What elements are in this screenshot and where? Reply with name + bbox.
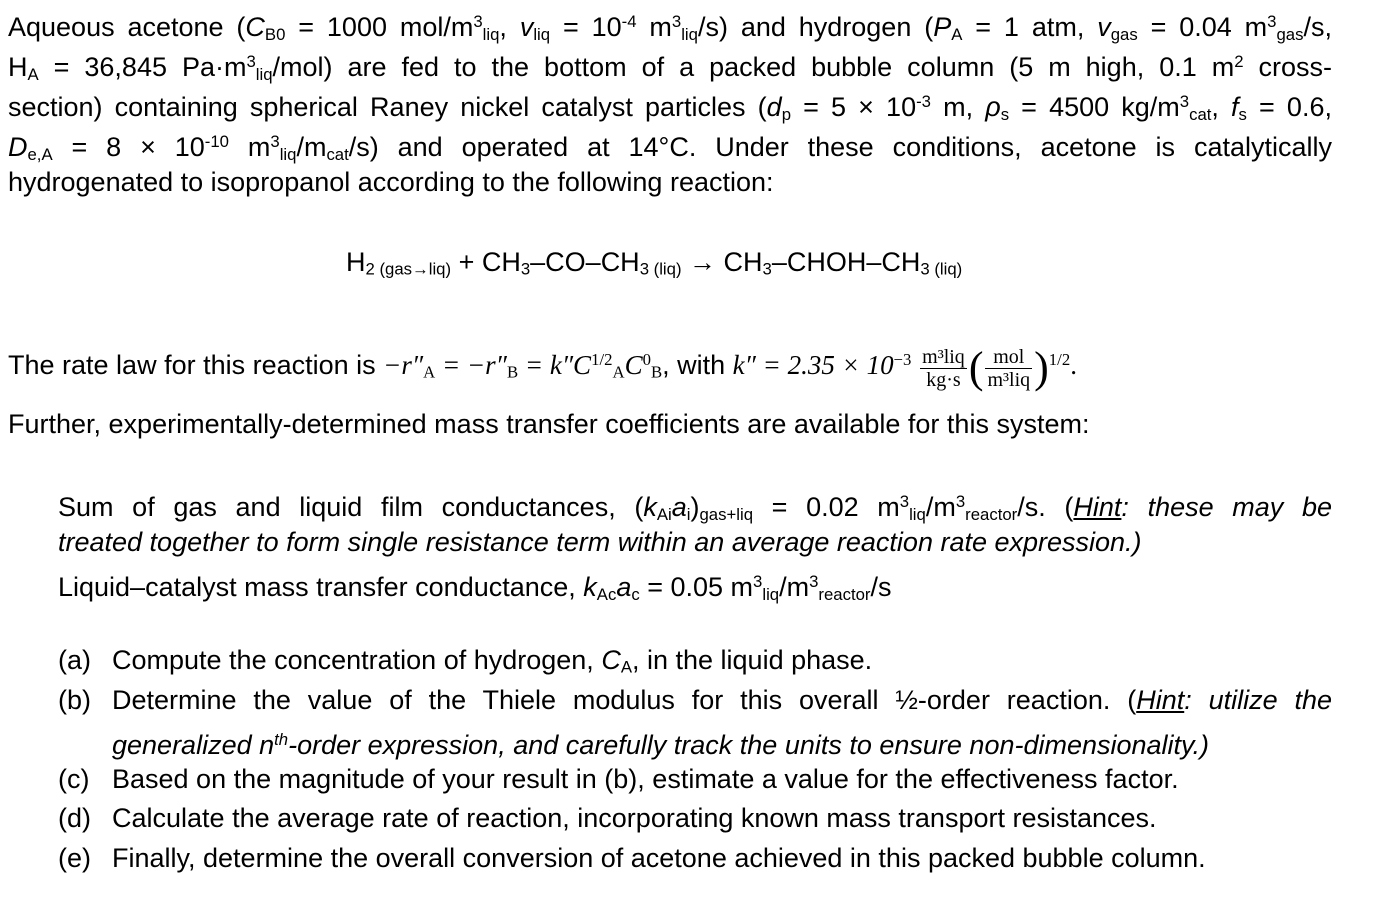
part-d-text: Calculate the average rate of reaction, incorporating known mass transport resistances. xyxy=(112,803,1157,833)
intro-line-3: section) containing spherical Raney nickel catalyst particles ($d_p = 5 \times 10^{-3}$ m, $\rho_s = 4500$ $kg/m^3_{cat}$, $f_s = 0.6$, xyxy=(8,92,1332,124)
part-c-label: (c) xyxy=(58,764,90,794)
rate-constant: $k'' = 2.35 \times 10^{-3}$ $\frac{\text{m³liq}}{kg\cdot s}$ ( $\frac{\text{mol}}{\text{m³liq}}$ )$^{1/2}$. xyxy=(732,343,1077,392)
unit-fraction-2: $\frac{\text{mol}}{\text{m³liq}}$ xyxy=(987,345,1031,391)
part-e-text: Finally, determine the overall conversion of acetone achieved in this packed bubble column. xyxy=(112,843,1206,873)
unit-fraction-1: $\frac{\text{m³liq}}{kg\cdot s}$ xyxy=(922,345,965,391)
part-d-label: (d) xyxy=(58,803,91,833)
coefficient-liquid-catalyst: Liquid–catalyst mass transfer conductance, $k_{Ac}a_c = 0.05$ $m^3_{liq}/m^3_{reactor}/s$ xyxy=(58,572,892,604)
intro-line-1: Aqueous acetone ($C_{B0} = 1000$ mol/$m^3_{liq}$, $v_{liq} = 10^{-4}$ $m^3_{liq}/s$) and hydrogen ($P_A = 1$ atm, $v_{gas} = 0.04$ $m^3_{gas}/s$, xyxy=(8,12,1332,44)
rate-law-equation: $-r''_A = -r''_B = k''C^{1/2}_AC^0_B$ xyxy=(383,350,663,382)
part-b-label: (b) xyxy=(58,685,91,715)
reaction-equation: $H_{2 (gas\to liq)} + CH_3-CO-CH_{3 (liq)}$ → $CH_3-CHOH-CH_{3 (liq)}$ xyxy=(346,247,963,279)
intro-line-5: hydrogenated to isopropanol according to the following reaction: xyxy=(8,167,774,197)
coefficient-hint-continued: treated together to form single resistance term within an average reaction rate expression.) xyxy=(58,527,1142,557)
part-b-text-continued: generalized $n^{th}$-order expression, and carefully track the units to ensure non-dimensionality.) xyxy=(112,730,1210,761)
mass-transfer-intro: Further, experimentally-determined mass transfer coefficients are available for this system: xyxy=(8,409,1090,439)
intro-line-2: $H_A = 36,845$ $Pa\cdot m^3_{liq}/mol$) are fed to the bottom of a packed bubble column (5 m high, 0.1 $m^2$ cross- xyxy=(8,52,1332,84)
rate-law-line: The rate law for this reaction is $-r''_A = -r''_B = k''C^{1/2}_AC^0_B$, with $k'' = 2.35 \times 10^{-3}$ $\frac{\text{m³liq}}{kg\cdot s}$ ( $\frac{\text{mol}}{\text{m³liq}}$ )$^{1/2}$. xyxy=(8,343,1077,392)
part-c-text: Based on the magnitude of your result in (b), estimate a value for the effectiveness factor. xyxy=(112,764,1179,794)
part-e-label: (e) xyxy=(58,843,91,873)
coefficient-gas-liquid: Sum of gas and liquid film conductances, $(k_{Ai}a_i)_{gas+liq} = 0.02$ $m^3_{liq}/m^3_{reactor}/s$. (Hint: these may be xyxy=(58,492,1332,524)
intro-line-4: $D_{e,A} = 8 \times 10^{-10}$ $m^3_{liq}/m_{cat}/s$) and operated at 14°C. Under these conditions, acetone is catalytically xyxy=(8,132,1332,164)
part-a-text: Compute the concentration of hydrogen, $C_A$, in the liquid phase. xyxy=(112,645,873,677)
part-a-label: (a) xyxy=(58,645,91,675)
part-b-text: Determine the value of the Thiele modulus for this overall ½-order reaction. (Hint: utilize the xyxy=(112,685,1332,715)
